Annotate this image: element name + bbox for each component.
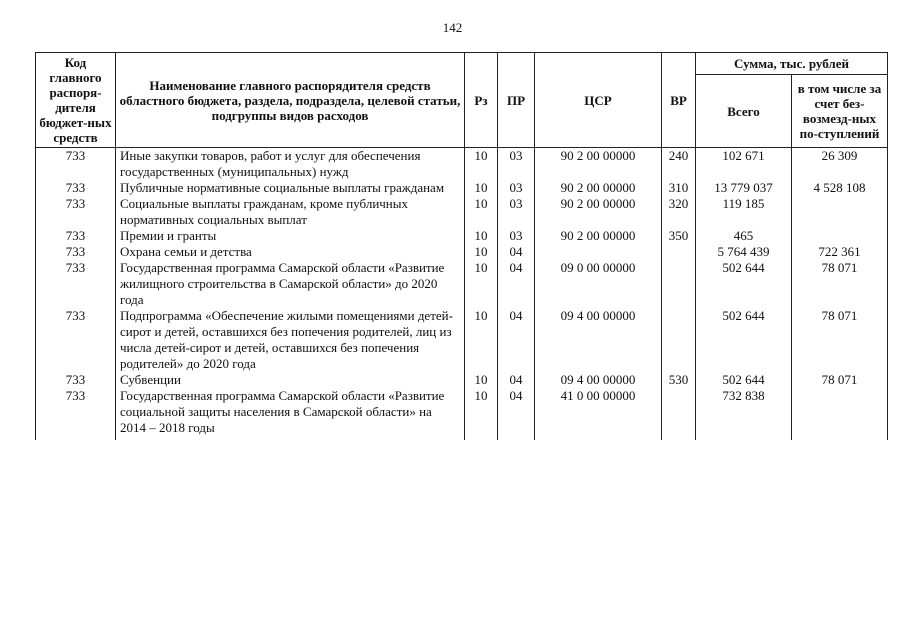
cell-name: Государственная программа Самарской области «Развитие социальной защиты населения в Самарской области» на 2014 – 2018 годы — [116, 388, 465, 440]
cell-code: 733 — [36, 388, 116, 440]
header-rz: Рз — [465, 53, 498, 148]
header-grants: в том числе за счет без-возмезд-ных по-ступлений — [792, 75, 888, 148]
cell-total: 465 — [696, 228, 792, 244]
header-name: Наименование главного распорядителя средств областного бюджета, раздела, подраздела, целевой статьи, подгруппы видов расходов — [116, 53, 465, 148]
cell-rz: 10 — [465, 148, 498, 181]
table-row — [36, 180, 888, 196]
cell-name: Социальные выплаты гражданам, кроме публичных нормативных социальных выплат — [116, 196, 465, 228]
cell-csr: 09 4 00 00000 — [535, 372, 662, 388]
cell-total: 502 644 — [696, 260, 792, 308]
table-row — [36, 196, 888, 228]
cell-csr: 09 0 00 00000 — [535, 260, 662, 308]
cell-pr: 04 — [498, 308, 535, 372]
cell-grants — [792, 388, 888, 440]
cell-pr: 03 — [498, 148, 535, 181]
header-csr: ЦСР — [535, 53, 662, 148]
cell-code: 733 — [36, 180, 116, 196]
cell-grants: 26 309 — [792, 148, 888, 181]
table-row — [36, 148, 888, 181]
cell-pr: 03 — [498, 180, 535, 196]
cell-grants — [792, 228, 888, 244]
cell-vr: 240 — [662, 148, 696, 181]
cell-code: 733 — [36, 372, 116, 388]
cell-rz: 10 — [465, 228, 498, 244]
table-body — [36, 148, 888, 441]
page-number: 142 — [442, 20, 463, 35]
table-header — [36, 53, 888, 148]
header-vr: ВР — [662, 53, 696, 148]
cell-pr: 03 — [498, 228, 535, 244]
cell-total: 502 644 — [696, 308, 792, 372]
cell-vr: 350 — [662, 228, 696, 244]
cell-vr: 310 — [662, 180, 696, 196]
cell-name: Охрана семьи и детства — [116, 244, 465, 260]
budget-table — [35, 52, 888, 440]
table-row — [36, 372, 888, 388]
cell-csr: 90 2 00 00000 — [535, 148, 662, 181]
cell-name: Субвенции — [116, 372, 465, 388]
cell-rz: 10 — [465, 260, 498, 308]
cell-vr — [662, 388, 696, 440]
cell-csr: 90 2 00 00000 — [535, 196, 662, 228]
cell-vr — [662, 244, 696, 260]
cell-rz: 10 — [465, 180, 498, 196]
table-row — [36, 244, 888, 260]
cell-pr: 04 — [498, 372, 535, 388]
cell-grants — [792, 196, 888, 228]
cell-csr: 09 4 00 00000 — [535, 308, 662, 372]
cell-total: 102 671 — [696, 148, 792, 181]
cell-total: 13 779 037 — [696, 180, 792, 196]
cell-name: Государственная программа Самарской области «Развитие жилищного строительства в Самарской области» до 2020 года — [116, 260, 465, 308]
cell-code: 733 — [36, 260, 116, 308]
header-pr: ПР — [498, 53, 535, 148]
cell-total: 502 644 — [696, 372, 792, 388]
table-row — [36, 308, 888, 372]
cell-vr — [662, 308, 696, 372]
cell-total: 119 185 — [696, 196, 792, 228]
cell-csr: 90 2 00 00000 — [535, 228, 662, 244]
cell-vr — [662, 260, 696, 308]
cell-name: Иные закупки товаров, работ и услуг для обеспечения государственных (муниципальных) нужд — [116, 148, 465, 181]
header-total: Всего — [696, 75, 792, 148]
header-sum: Сумма, тыс. рублей — [696, 53, 888, 75]
header-code: Код главного распоря-дителя бюджет-ных средств — [36, 53, 116, 148]
cell-grants: 722 361 — [792, 244, 888, 260]
cell-code: 733 — [36, 228, 116, 244]
table-row — [36, 388, 888, 440]
cell-csr — [535, 244, 662, 260]
cell-code: 733 — [36, 196, 116, 228]
table-row — [36, 228, 888, 244]
cell-rz: 10 — [465, 244, 498, 260]
cell-vr: 320 — [662, 196, 696, 228]
cell-csr: 90 2 00 00000 — [535, 180, 662, 196]
cell-rz: 10 — [465, 308, 498, 372]
cell-rz: 10 — [465, 388, 498, 440]
cell-grants: 78 071 — [792, 308, 888, 372]
cell-pr: 04 — [498, 260, 535, 308]
cell-pr: 03 — [498, 196, 535, 228]
cell-name: Публичные нормативные социальные выплаты гражданам — [116, 180, 465, 196]
cell-vr: 530 — [662, 372, 696, 388]
cell-name: Премии и гранты — [116, 228, 465, 244]
cell-code: 733 — [36, 244, 116, 260]
cell-total: 5 764 439 — [696, 244, 792, 260]
cell-grants: 78 071 — [792, 372, 888, 388]
cell-code: 733 — [36, 308, 116, 372]
cell-rz: 10 — [465, 372, 498, 388]
cell-grants: 4 528 108 — [792, 180, 888, 196]
cell-code: 733 — [36, 148, 116, 181]
table-row — [36, 260, 888, 308]
cell-pr: 04 — [498, 244, 535, 260]
cell-pr: 04 — [498, 388, 535, 440]
cell-name: Подпрограмма «Обеспечение жилыми помещениями детей-сирот и детей, оставшихся без попечения родителей, лиц из числа детей-сирот и детей, оставшихся без попечения родителей» до 2020 года — [116, 308, 465, 372]
cell-rz: 10 — [465, 196, 498, 228]
cell-total: 732 838 — [696, 388, 792, 440]
cell-csr: 41 0 00 00000 — [535, 388, 662, 440]
cell-grants: 78 071 — [792, 260, 888, 308]
